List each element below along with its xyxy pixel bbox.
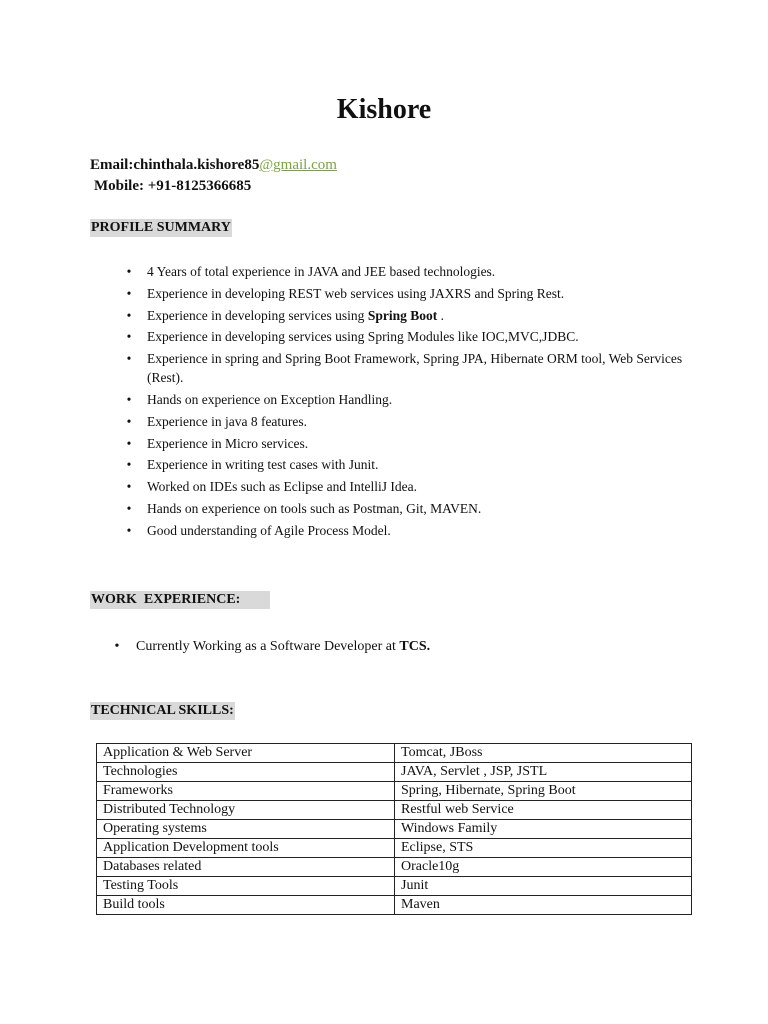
bullet-icon: • bbox=[126, 500, 132, 516]
table-row bbox=[97, 896, 692, 915]
email-user: Email:chinthala.kishore85 bbox=[90, 157, 260, 173]
table-row bbox=[97, 782, 692, 801]
email-line bbox=[90, 155, 337, 175]
profile-summary-item-text: Experience in developing services using bbox=[147, 307, 368, 323]
profile-summary-item-text: Experience in writing test cases with Junit. bbox=[147, 457, 379, 473]
table-row bbox=[97, 839, 692, 858]
table-row bbox=[97, 820, 692, 839]
profile-summary-item bbox=[124, 390, 684, 409]
profile-summary-item-text: Hands on experience on tools such as Postman, Git, MAVEN. bbox=[147, 500, 482, 516]
work-experience-item-text: TCS. bbox=[399, 639, 431, 654]
profile-summary-item-text: Experience in java 8 features. bbox=[147, 413, 308, 429]
skill-category-cell: Build tools bbox=[97, 896, 395, 915]
profile-summary-item-text: Spring Boot bbox=[367, 307, 438, 323]
skill-value-cell: JAVA, Servlet , JSP, JSTL bbox=[395, 763, 692, 782]
profile-summary-list bbox=[124, 262, 684, 543]
skill-category-cell: Frameworks bbox=[97, 782, 395, 801]
profile-summary-item bbox=[124, 499, 684, 518]
profile-summary-item bbox=[124, 349, 684, 387]
skill-category-cell: Operating systems bbox=[97, 820, 395, 839]
table-row bbox=[97, 801, 692, 820]
profile-summary-item-text: 4 Years of total experience in JAVA and JEE based technologies. bbox=[147, 264, 496, 279]
skill-category-cell: Application Development tools bbox=[97, 839, 395, 858]
skill-value-cell: Eclipse, STS bbox=[395, 839, 692, 858]
profile-summary-item-text: Experience in spring and Spring Boot Framework, Spring JPA, Hibernate ORM tool, Web Services (Rest). bbox=[147, 351, 683, 386]
work-experience-heading: WORK EXPERIENCE: bbox=[90, 591, 270, 609]
skill-value-cell: Maven bbox=[395, 896, 692, 915]
profile-summary-item bbox=[124, 262, 684, 281]
skill-value-cell: Restful web Service bbox=[395, 801, 692, 820]
bullet-icon: • bbox=[126, 264, 132, 279]
profile-summary-item bbox=[124, 434, 684, 453]
profile-summary-item bbox=[124, 284, 684, 303]
bullet-icon: • bbox=[114, 639, 120, 654]
profile-summary-item bbox=[124, 521, 684, 540]
email-domain-link[interactable]: @gmail.com bbox=[259, 157, 337, 173]
profile-summary-item bbox=[124, 306, 684, 325]
bullet-icon: • bbox=[126, 391, 132, 407]
resume-name: Kishore bbox=[336, 94, 432, 125]
profile-summary-item-text: Experience in Micro services. bbox=[147, 435, 309, 451]
profile-summary-item-text: Good understanding of Agile Process Model. bbox=[147, 522, 391, 538]
skill-value-cell: Tomcat, JBoss bbox=[395, 744, 692, 763]
bullet-icon: • bbox=[126, 435, 132, 451]
table-row bbox=[97, 858, 692, 877]
profile-summary-item bbox=[124, 412, 684, 431]
bullet-icon: • bbox=[126, 285, 132, 301]
technical-skills-table bbox=[96, 743, 692, 915]
skill-value-cell: Oracle10g bbox=[395, 858, 692, 877]
skill-category-cell: Distributed Technology bbox=[97, 801, 395, 820]
profile-summary-item-text: Worked on IDEs such as Eclipse and IntelliJ Idea. bbox=[147, 479, 417, 495]
profile-summary-heading: PROFILE SUMMARY bbox=[91, 220, 231, 235]
profile-summary-item bbox=[124, 477, 684, 496]
skill-category-cell: Application & Web Server bbox=[97, 744, 395, 763]
profile-summary-item-text: Experience in developing REST web services using JAXRS and bbox=[147, 285, 498, 301]
skill-category-cell: Testing Tools bbox=[97, 877, 395, 896]
bullet-icon: • bbox=[126, 457, 132, 473]
work-experience-list bbox=[112, 637, 430, 657]
bullet-icon: • bbox=[126, 522, 132, 538]
skill-value-cell: Windows Family bbox=[395, 820, 692, 839]
bullet-icon: • bbox=[126, 413, 132, 429]
mobile-line: Mobile: +91-8125366685 bbox=[94, 178, 252, 194]
work-experience-item-text: Currently Working as a Software Developer at bbox=[136, 639, 400, 654]
skill-category-cell: Databases related bbox=[97, 858, 395, 877]
profile-summary-item-text: Spring Rest. bbox=[497, 285, 565, 301]
bullet-icon: • bbox=[126, 307, 132, 323]
technical-skills-heading: TECHNICAL SKILLS: bbox=[91, 703, 234, 718]
profile-summary-item bbox=[124, 327, 684, 346]
profile-summary-item-text: . bbox=[437, 307, 444, 323]
bullet-icon: • bbox=[126, 479, 132, 495]
bullet-icon: • bbox=[126, 329, 132, 345]
table-row bbox=[97, 763, 692, 782]
skill-value-cell: Spring, Hibernate, Spring Boot bbox=[395, 782, 692, 801]
table-row bbox=[97, 744, 692, 763]
bullet-icon: • bbox=[126, 351, 132, 367]
work-experience-item bbox=[112, 637, 430, 657]
profile-summary-item bbox=[124, 455, 684, 474]
skill-value-cell: Junit bbox=[395, 877, 692, 896]
skill-category-cell: Technologies bbox=[97, 763, 395, 782]
profile-summary-item-text: Hands on experience on Exception Handling. bbox=[147, 391, 393, 407]
table-row bbox=[97, 877, 692, 896]
profile-summary-item-text: Experience in developing services using Spring Modules like IOC,MVC,JDBC. bbox=[147, 329, 579, 345]
